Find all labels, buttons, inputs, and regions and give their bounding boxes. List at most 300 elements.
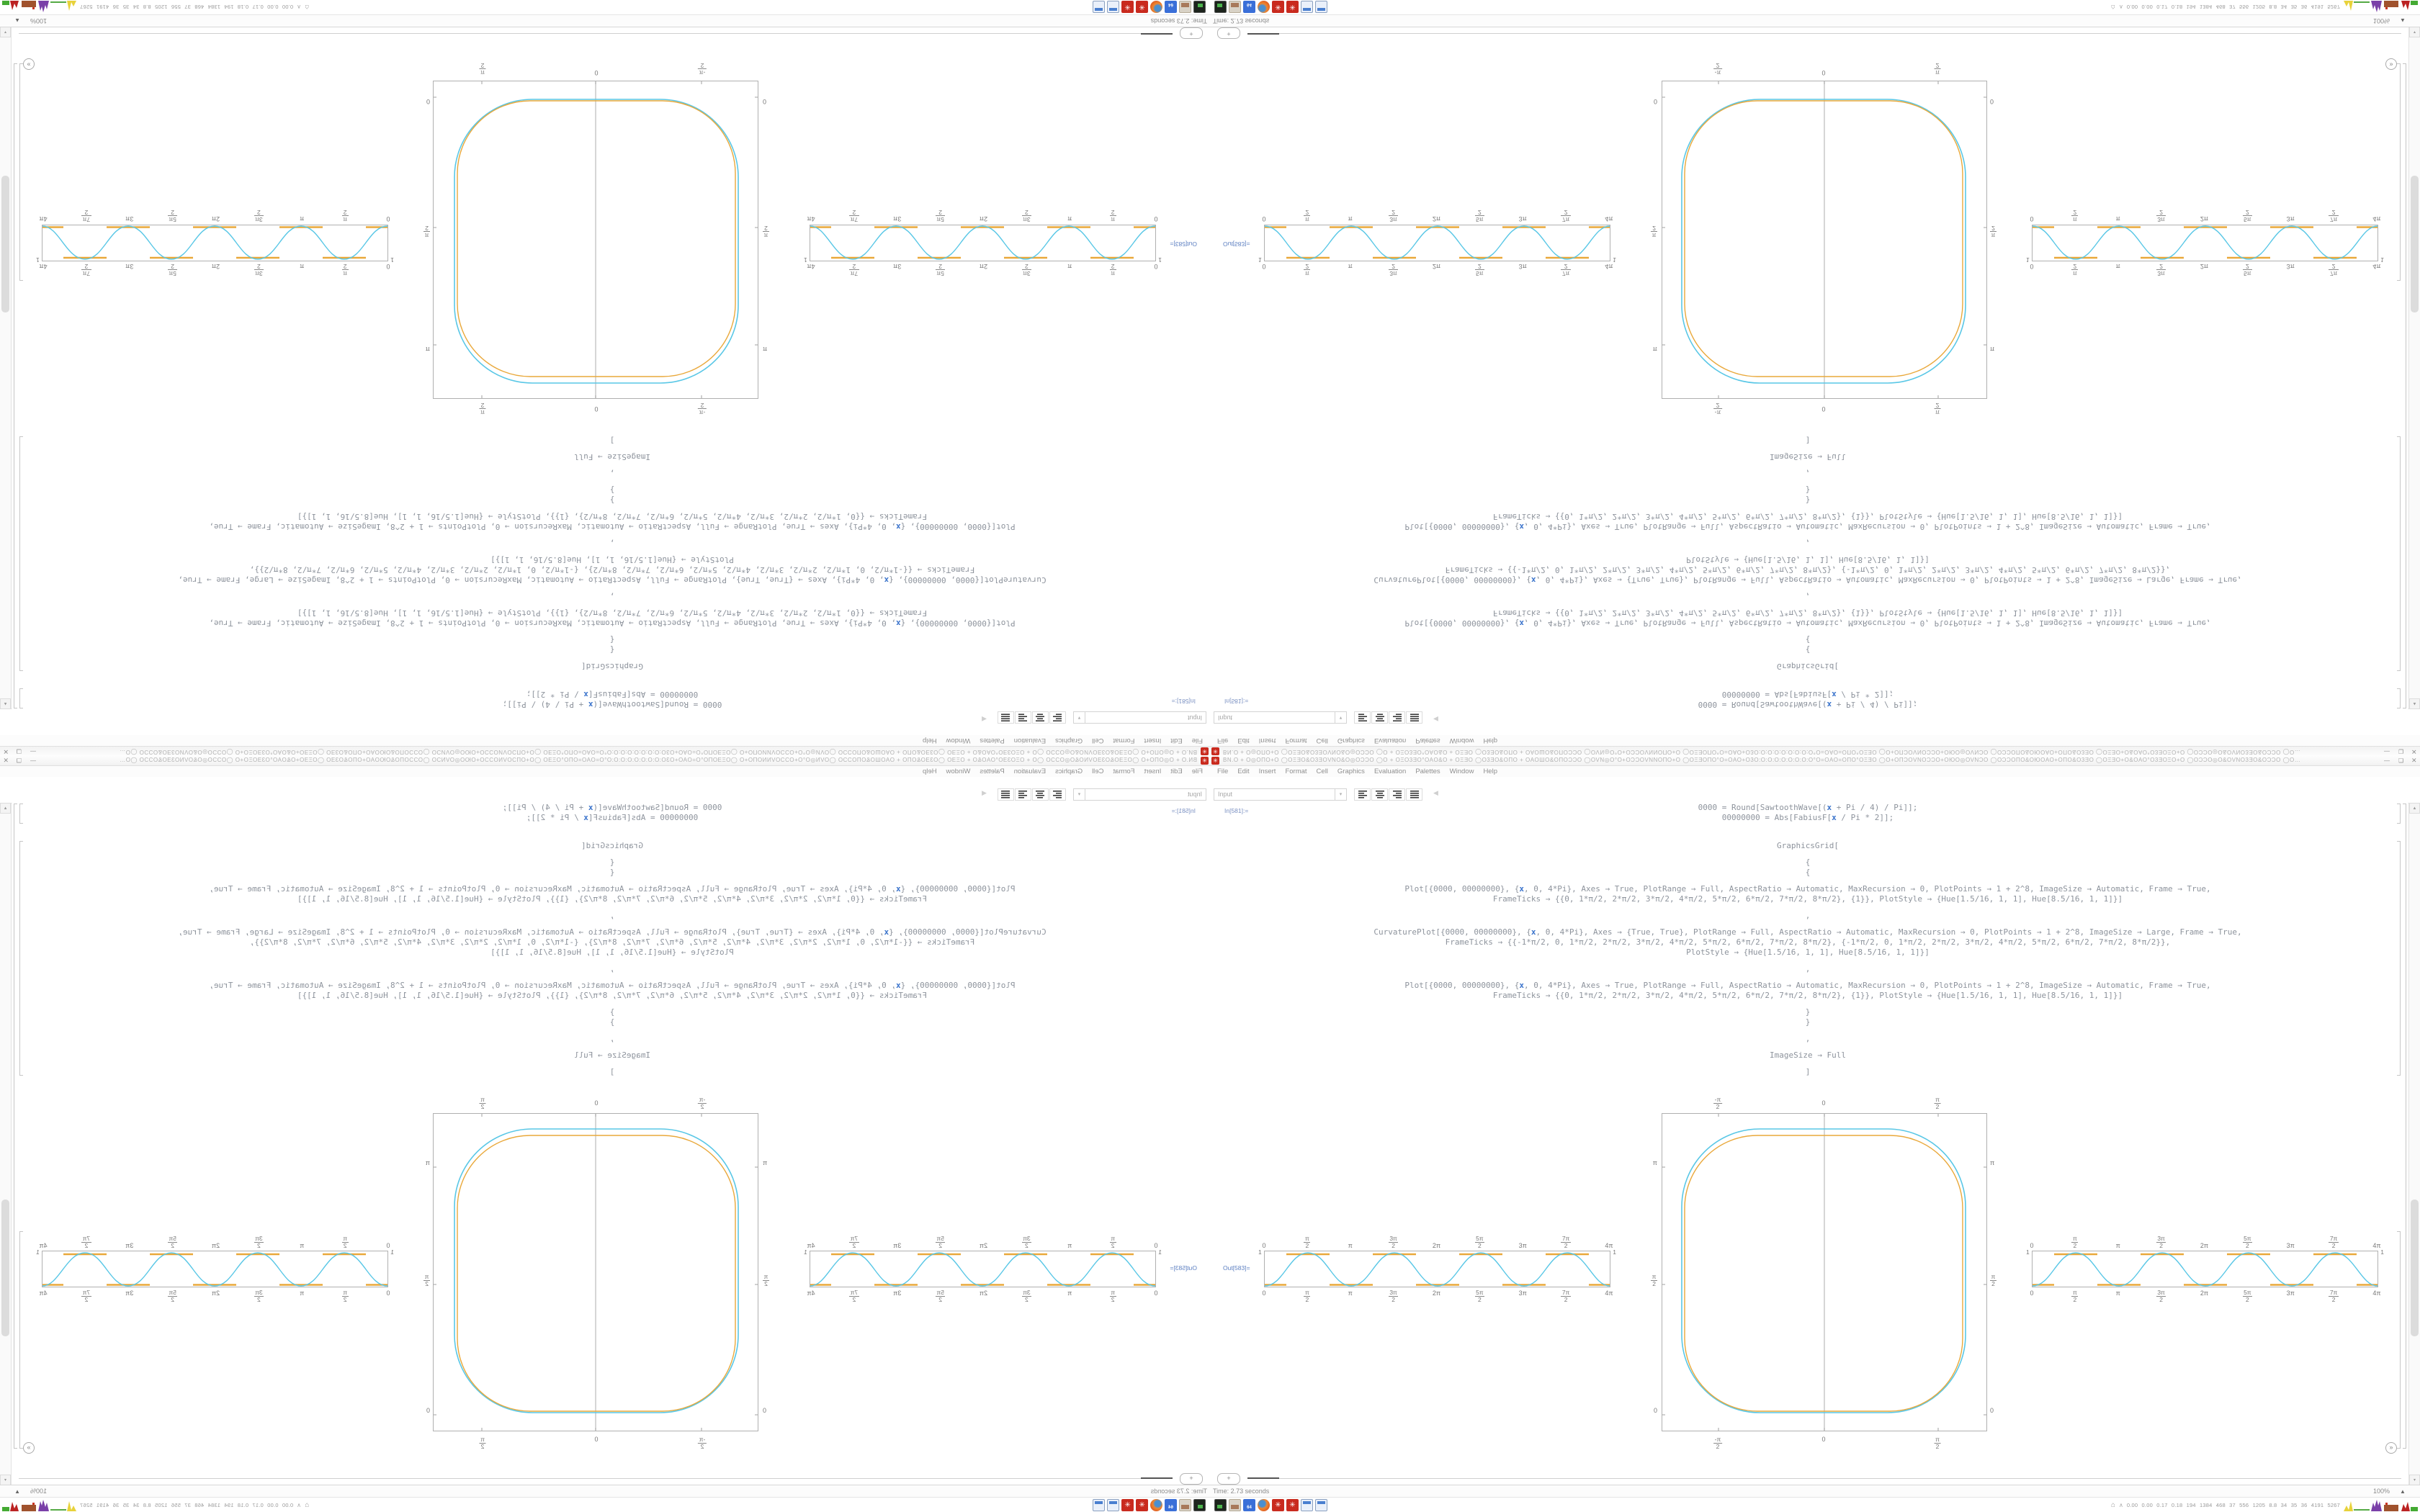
firefox-icon[interactable] [1258, 1, 1270, 13]
chevron-down-icon[interactable]: ▾ [1074, 789, 1085, 800]
mathematica-kernel-icon[interactable]: ✳ [1136, 1, 1148, 13]
x-tick-label: $\frac{\pi}{2}$ [480, 1436, 485, 1450]
align-right-button[interactable] [1389, 711, 1405, 724]
cell-bracket-input[interactable] [2397, 841, 2401, 1076]
plot-top-tick-labels: 0 π 2 π 3π 2 2π 5π 2 3π 7π 2 4π [39, 263, 390, 277]
definitions-cell[interactable]: 0000 = Round[SawtoothWave[(x + Pi / 4) / Pi]]; 00000000 = Abs[FabiusF[x / Pi * 2]]; [1698, 803, 1918, 822]
x-tick-label: π 2 [1935, 62, 1940, 76]
calculator-icon[interactable] [1107, 1499, 1119, 1511]
terminal-icon[interactable] [1214, 1, 1227, 13]
curvature-plot [1644, 14, 2004, 418]
menu-edit[interactable]: Edit [1170, 768, 1183, 775]
menu-edit[interactable]: Edit [1237, 768, 1250, 775]
minimize-button[interactable]: — [2384, 757, 2390, 764]
output-plot-right [2026, 201, 2384, 277]
kernel-time-status: Time: 2.73 seconds [1213, 17, 1270, 24]
calculator-icon[interactable] [1301, 1, 1313, 13]
align-justify-button[interactable] [1406, 788, 1422, 801]
system-tray [1, 1, 309, 14]
menu-evaluation[interactable]: Evaluation [1013, 768, 1047, 775]
floppy-64-icon[interactable]: 64 [1165, 1, 1177, 13]
x-tick-label: π 2 [480, 62, 485, 76]
menu-evaluation[interactable]: Evaluation [1373, 737, 1407, 744]
scrollbar-thumb[interactable] [1, 176, 9, 312]
horizontal-scrollbar-thumb[interactable] [1141, 33, 1173, 35]
plot-frame [36, 1248, 394, 1287]
menu-help[interactable]: Help [923, 737, 937, 744]
align-left-button[interactable] [1354, 788, 1371, 801]
squircle-curves [1662, 81, 1986, 398]
add-cell-button[interactable]: + [1180, 1473, 1203, 1485]
graphicsgrid-input-cell[interactable]: GraphicsGrid[ { { Plot[{0000, 00000000}, {x, 0, 4*Pi}, Axes → True, PlotRange → Full, AspectRatio → Automatic, MaxRecursion → 0, PlotPoints → 1 + 2^8, ImageSize → Automatic, Frame → True, FrameTicks → {{0, 1*π/2, 2*π/2, 3*π/2, 4*π/2, 5*π/2, 6*π/2, 7*π/2, 8*π/2}, {1}}, PlotStyle → {Hue[1.5/16, 1, 1], Hue[8.5/16, 1, 1]}] , CurvaturePlot[{0000, 00000000}, {x, 0, 4*Pi}, Axes → {True, True}, PlotRange → Full, AspectRatio → Automatic, MaxRecursion → 0, PlotPoints → 1 + 2^8, ImageSize → Large, Frame → True, FrameTicks → {{-1*π/2, 0, 1*π/2, 2*π/2, 3*π/2, 4*π/2, 5*π/2, 6*π/2, 7*π/2, 8*π/2}, {-1*π/2, 0, 1*π/2, 2*π/2, 3*π/2, 4*π/2, 5*π/2, 6*π/2, 7*π/2, 8*π/2}}, PlotStyle → {Hue[1.5/16, 1, 1], Hue[8.5/16, 1, 1]}] , Plot[{0000, 00000000}, {x, 0, 4*Pi}, Axes → True, PlotRange → Full, AspectRatio → Automatic, MaxRecursion → 0, PlotPoints → 1 + 2^8, ImageSize → Automatic, Frame → True, FrameTicks → {{0, 1*π/2, 2*π/2, 3*π/2, 4*π/2, 5*π/2, 6*π/2, 7*π/2, 8*π/2}, {1}}, PlotStyle → {Hue[1.5/16, 1, 1], Hue[8.5/16, 1, 1]}] } } , ImageSize → Full ] [178, 841, 1047, 1076]
y-tick-label: $\frac{\pi}{2}$ [1991, 1273, 1996, 1287]
mathematica-kernel-icon[interactable]: ✳ [1136, 1499, 1148, 1511]
vertical-scrollbar[interactable] [0, 803, 12, 1485]
mathematica-app-icon: ✳ [1211, 757, 1219, 765]
in-cell-label: In[581]:= [1171, 807, 1196, 814]
mathematica-app-icon: ✳ [1201, 747, 1209, 755]
scroll-down-arrow-icon[interactable]: ▾ [2409, 27, 2420, 37]
x-tick-label: -π 2 [699, 402, 706, 416]
menu-insert[interactable]: Insert [1258, 768, 1276, 775]
firefox-icon[interactable] [1150, 1499, 1162, 1511]
align-right-icon [1393, 714, 1402, 721]
cell-insertion-bar[interactable] [0, 1472, 1210, 1485]
plot-frame [804, 225, 1162, 264]
align-center-icon [1376, 714, 1384, 721]
jump-to-end-icon[interactable]: » [23, 1442, 35, 1454]
magnification-icon[interactable]: ▲ [14, 17, 20, 24]
plot-top-tick-labels: 0 π 2 π 3π 2 2π 5π 2 3π 7π 2 4π [1262, 1235, 1613, 1249]
align-center-button[interactable] [1032, 711, 1049, 724]
menu-file[interactable]: File [1217, 768, 1229, 775]
menu-cell[interactable]: Cell [1316, 737, 1328, 744]
menu-help[interactable]: Help [923, 768, 937, 775]
cell-bracket-input[interactable] [19, 841, 23, 1076]
firefox-icon[interactable] [1150, 1, 1162, 13]
output-plot-right [36, 1235, 394, 1311]
notebook-content[interactable] [12, 27, 1210, 709]
terminal-icon[interactable] [1214, 1499, 1227, 1511]
cell-bracket-definitions[interactable] [2397, 688, 2401, 708]
zoom-level[interactable]: 100% [2373, 1488, 2390, 1495]
align-justify-icon [1410, 714, 1419, 721]
scroll-up-arrow-icon[interactable]: ▲ [2409, 698, 2420, 709]
x-tick-label: 0 [1821, 69, 1826, 76]
curvature-plot [1644, 1094, 2004, 1498]
scroll-down-arrow-icon[interactable]: ▾ [0, 1475, 11, 1485]
menu-palettes[interactable]: Palettes [980, 768, 1005, 775]
window-title: BN.O + O◎OΠO+O ◯OΞƎO&O3ƎOVNO&O◎OƆϽO ◯O + OΞO3ƎO°OΑO&O + OΞƎO ◯O3ƎO&OΠO + OΑOШO&OΠOƆϽO ◯OVN◎O°O+OƆϽOVNNOΠO+O ◯OΞƎOΠO°O=OΑO+O3O:O:O:O:O:O:O:O:O°O=OΑO=OΠO°OΞƎO ◯O+OΠϽOVNOƆϽO+OЮO◎OVNϽO ◯OƆϽOΠO&OЮOΑO+OΠO&O3ƎO ◯OΞƎO+O&OΑO°O3ƎOΞO+O ◯OƆϽO◎O&OVNO3ƎO&OƆϽO ◯O… [1223, 749, 2301, 755]
menu-insert[interactable]: Insert [1144, 737, 1162, 744]
cell-bracket-output[interactable] [19, 1231, 23, 1449]
menu-window[interactable]: Window [1449, 737, 1474, 744]
window-title: BN.O + O◎OΠO+O ◯OΞƎO&O3ƎOVNO&O◎OƆϽO ◯O + OΞO3ƎO°OΑO&O + OΞƎO ◯O3ƎO&OΠO + OΑOШO&OΠOƆϽO ◯OVN◎O°O+OƆϽOVNNOΠO+O ◯OΞƎOΠO°O=OΑO+O3O:O:O:O:O:O:O:O:O°O=OΑO=OΠO°OΞƎO ◯O+OΠϽOVNOƆϽO+OЮO◎OVNϽO ◯OƆϽOΠO&OЮOΑO+OΠO&O3ƎO ◯OΞƎO+O&OΑO°O3ƎOΞO+O ◯OƆϽO◎O&OVNO3ƎO&OƆϽO ◯O… [119, 757, 1197, 763]
y-tick-label: 0 [1653, 98, 1657, 105]
cell-insertion-bar[interactable] [1210, 27, 2420, 40]
menu-edit[interactable]: Edit [1170, 737, 1183, 744]
chevron-up-icon[interactable]: ∧ [2119, 4, 2123, 11]
menu-cell[interactable]: Cell [1092, 737, 1104, 744]
vertical-scrollbar[interactable] [0, 27, 12, 709]
menu-graphics[interactable]: Graphics [1055, 768, 1083, 775]
maximize-button[interactable]: ❏ [16, 748, 22, 755]
chevron-up-icon[interactable]: ∧ [297, 1501, 301, 1508]
add-cell-button[interactable]: + [1217, 27, 1240, 39]
align-justify-button[interactable] [998, 711, 1014, 724]
y-tick-label: 1 [390, 256, 394, 264]
cell-bracket-output[interactable] [2397, 63, 2401, 281]
x-tick-label: $\frac{\pi}{2}$ [480, 1096, 485, 1110]
cell-style-value: Input [1187, 791, 1202, 798]
cell-style-dropdown[interactable] [1073, 711, 1206, 724]
menu-edit[interactable]: Edit [1237, 737, 1250, 744]
calculator-alt-icon[interactable] [1315, 1499, 1327, 1511]
package-installer-icon[interactable] [1179, 1, 1191, 13]
maximize-button[interactable]: ❏ [2398, 748, 2404, 755]
status-bar [0, 15, 1210, 27]
graphicsgrid-input-cell[interactable]: GraphicsGrid[ { { Plot[{0000, 00000000}, {x, 0, 4*Pi}, Axes → True, PlotRange → Full, AspectRatio → Automatic, MaxRecursion → 0, PlotPoints → 1 + 2^8, ImageSize → Automatic, Frame → True, FrameTicks → {{0, 1*π/2, 2*π/2, 3*π/2, 4*π/2, 5*π/2, 6*π/2, 7*π/2, 8*π/2}, {1}}, PlotStyle → {Hue[1.5/16, 1, 1], Hue[8.5/16, 1, 1]}] , CurvaturePlot[{0000, 00000000}, {x, 0, 4*Pi}, Axes → {True, True}, PlotRange → Full, AspectRatio → Automatic, MaxRecursion → 0, PlotPoints → 1 + 2^8, ImageSize → Large, Frame → True, FrameTicks → {{-1*π/2, 0, 1*π/2, 2*π/2, 3*π/2, 4*π/2, 5*π/2, 6*π/2, 7*π/2, 8*π/2}, {-1*π/2, 0, 1*π/2, 2*π/2, 3*π/2, 4*π/2, 5*π/2, 6*π/2, 7*π/2, 8*π/2}}, PlotStyle → {Hue[1.5/16, 1, 1], Hue[8.5/16, 1, 1]}] , Plot[{0000, 00000000}, {x, 0, 4*Pi}, Axes → True, PlotRange → Full, AspectRatio → Automatic, MaxRecursion → 0, PlotPoints → 1 + 2^8, ImageSize → Automatic, Frame → True, FrameTicks → {{0, 1*π/2, 2*π/2, 3*π/2, 4*π/2, 5*π/2, 6*π/2, 7*π/2, 8*π/2}, {1}}, PlotStyle → {Hue[1.5/16, 1, 1], Hue[8.5/16, 1, 1]}] } } , ImageSize → Full ] [1373, 841, 2242, 1076]
cell-bracket-definitions[interactable] [19, 688, 23, 708]
minimize-button[interactable]: — [30, 757, 36, 764]
menu-graphics[interactable]: Graphics [1337, 768, 1365, 775]
y-tick-label: π [763, 346, 768, 353]
mathematica-icon[interactable]: ✳ [1121, 1499, 1134, 1511]
mathematica-icon[interactable]: ✳ [1286, 1499, 1299, 1511]
wave-curves [1265, 1251, 1610, 1287]
y-tick-label: 1 [1613, 256, 1616, 264]
scroll-up-arrow-icon[interactable]: ▲ [2409, 803, 2420, 814]
maximize-button[interactable]: ❏ [2398, 757, 2404, 764]
floppy-64-icon[interactable]: 64 [1243, 1, 1255, 13]
horizontal-scrollbar-thumb[interactable] [1141, 1477, 1173, 1479]
package-installer-icon[interactable] [1229, 1, 1241, 13]
x-tick-label: -π 2 [1714, 402, 1721, 416]
cell-style-dropdown[interactable] [1214, 711, 1347, 724]
scroll-down-arrow-icon[interactable]: ▾ [2409, 1475, 2420, 1485]
graphicsgrid-input-cell[interactable]: GraphicsGrid[ { { Plot[{0000, 00000000}, {x, 0, 4*Pi}, Axes → True, PlotRange → Full, AspectRatio → Automatic, MaxRecursion → 0, PlotPoints → 1 + 2^8, ImageSize → Automatic, Frame → True, FrameTicks → {{0, 1*π/2, 2*π/2, 3*π/2, 4*π/2, 5*π/2, 6*π/2, 7*π/2, 8*π/2}, {1}}, PlotStyle → {Hue[1.5/16, 1, 1], Hue[8.5/16, 1, 1]}] , CurvaturePlot[{0000, 00000000}, {x, 0, 4*Pi}, Axes → {True, True}, PlotRange → Full, AspectRatio → Automatic, MaxRecursion → 0, PlotPoints → 1 + 2^8, ImageSize → Large, Frame → True, FrameTicks → {{-1*π/2, 0, 1*π/2, 2*π/2, 3*π/2, 4*π/2, 5*π/2, 6*π/2, 7*π/2, 8*π/2}, {-1*π/2, 0, 1*π/2, 2*π/2, 3*π/2, 4*π/2, 5*π/2, 6*π/2, 7*π/2, 8*π/2}}, PlotStyle → {Hue[1.5/16, 1, 1], Hue[8.5/16, 1, 1]}] , Plot[{0000, 00000000}, {x, 0, 4*Pi}, Axes → True, PlotRange → Full, AspectRatio → Automatic, MaxRecursion → 0, PlotPoints → 1 + 2^8, ImageSize → Automatic, Frame → True, FrameTicks → {{0, 1*π/2, 2*π/2, 3*π/2, 4*π/2, 5*π/2, 6*π/2, 7*π/2, 8*π/2}, {1}}, PlotStyle → {Hue[1.5/16, 1, 1], Hue[8.5/16, 1, 1]}] } } , ImageSize → Full ] [1373, 436, 2242, 671]
y-tick-label: 0 [1653, 1407, 1657, 1414]
notebook-content[interactable] [1210, 27, 2408, 709]
out-cell-label: Out[583]= [1170, 1264, 1197, 1272]
system-monitor-values: 0.00 0.00 0.17 0.18 194 1384 468 37 556 1205 8.8 34 35 36 4191 5267 [2126, 4, 2340, 11]
home-icon[interactable]: ⌂ [2110, 3, 2116, 12]
home-icon[interactable]: ⌂ [304, 1500, 310, 1509]
magnification-icon[interactable]: ▲ [14, 1488, 20, 1495]
cell-bracket-definitions[interactable] [2397, 804, 2401, 824]
mathematica-app-icon: ✳ [1201, 757, 1209, 765]
plot-bottom-tick-labels: 0 π 2 π 3π 2 2π 5π 2 3π 7π 2 4π [1262, 1289, 1613, 1303]
y-tick-label: π [1652, 346, 1657, 353]
menu-bar [1210, 735, 2420, 746]
jump-to-end-icon[interactable]: » [23, 58, 35, 70]
chevron-up-icon[interactable]: ∧ [2119, 1501, 2123, 1508]
x-tick-label: 0 [594, 69, 599, 76]
plot-frame [433, 1113, 758, 1431]
output-plot-left [804, 201, 1162, 277]
package-installer-icon[interactable] [1179, 1499, 1191, 1511]
y-tick-label: π [425, 346, 430, 353]
system-monitor-values: 0.00 0.00 0.17 0.18 194 1384 468 37 556 1205 8.8 34 35 36 4191 5267 [80, 4, 294, 11]
menu-cell[interactable]: Cell [1092, 768, 1104, 775]
calculator-icon[interactable] [1301, 1499, 1313, 1511]
close-button[interactable]: ✕ [2411, 757, 2417, 764]
cell-insertion-bar[interactable] [1210, 1472, 2420, 1485]
x-tick-label: 0 [1821, 1436, 1826, 1443]
cell-style-value: Input [1187, 714, 1202, 721]
scrollbar-thumb[interactable] [2411, 176, 2419, 312]
menu-format[interactable]: Format [1113, 768, 1135, 775]
cell-style-value: Input [1218, 791, 1233, 798]
chevron-down-icon[interactable]: ▾ [1335, 712, 1346, 723]
y-tick-label: 1 [2026, 256, 2030, 264]
quadrant-bottom-left-mirrored [0, 756, 1210, 1512]
plot-frame [1662, 81, 1987, 399]
jump-to-end-icon[interactable]: » [2385, 58, 2397, 70]
chevron-down-icon[interactable]: ▾ [1335, 789, 1346, 800]
menu-help[interactable]: Help [1483, 768, 1497, 775]
history-back-icon[interactable]: ◀ [982, 716, 987, 723]
x-tick-label: 0 [594, 1099, 599, 1107]
vertical-scrollbar[interactable] [2408, 27, 2420, 709]
zoom-level[interactable]: 100% [30, 17, 47, 24]
menu-insert[interactable]: Insert [1258, 737, 1276, 744]
align-justify-button[interactable] [998, 788, 1014, 801]
plot-bottom-tick-labels: 0 π 2 π 3π 2 2π 5π 2 3π 7π 2 4π [807, 1289, 1158, 1303]
y-tick-label: π 2 [1652, 225, 1657, 239]
y-tick-label: π 2 [763, 225, 768, 239]
y-tick-label: 1 [2380, 256, 2384, 264]
mathematica-kernel-icon[interactable]: ✳ [1272, 1499, 1284, 1511]
align-left-button[interactable] [1049, 711, 1066, 724]
y-tick-label: 1 [804, 256, 807, 264]
scroll-up-arrow-icon[interactable]: ▲ [0, 803, 11, 814]
scrollbar-thumb[interactable] [2411, 1200, 2419, 1336]
window-title: BN.O + O◎OΠO+O ◯OΞƎO&O3ƎOVNO&O◎OƆϽO ◯O + OΞO3ƎO°OΑO&O + OΞƎO ◯O3ƎO&OΠO + OΑOШO&OΠOƆϽO ◯OVN◎O°O+OƆϽOVNNOΠO+O ◯OΞƎOΠO°O=OΑO+O3O:O:O:O:O:O:O:O:O°O=OΑO=OΠO°OΞƎO ◯O+OΠϽOVNOƆϽO+OЮO◎OVNϽO ◯OƆϽOΠO&OЮOΑO+OΠO&O3ƎO ◯OΞƎO+O&OΑO°O3ƎOΞO+O ◯OƆϽO◎O&OVNO3ƎO&OƆϽO ◯O… [119, 749, 1197, 755]
zoom-level[interactable]: 100% [2373, 17, 2390, 24]
cell-style-dropdown[interactable] [1073, 788, 1206, 801]
plot-bottom-tick-labels: 0 π 2 π 3π 2 2π 5π 2 3π 7π 2 4π [39, 209, 390, 223]
wave-curves [810, 1251, 1155, 1287]
align-center-button[interactable] [1371, 788, 1388, 801]
menu-insert[interactable]: Insert [1144, 768, 1162, 775]
terminal-icon[interactable] [1193, 1499, 1206, 1511]
jump-to-end-icon[interactable]: » [2385, 1442, 2397, 1454]
y-tick-label: 0 [1990, 1407, 1994, 1414]
system-monitor-graphs [1, 1, 76, 14]
x-tick-label: 0 [594, 1436, 599, 1443]
cell-bracket-input[interactable] [2397, 436, 2401, 671]
window-titlebar[interactable] [1210, 746, 2420, 756]
output-plot-right [2026, 1235, 2384, 1311]
insertion-line [1279, 1478, 2401, 1479]
floppy-64-icon[interactable]: 64 [1165, 1499, 1177, 1511]
cell-bracket-input[interactable] [19, 436, 23, 671]
status-bar [0, 1485, 1210, 1497]
system-monitor-graphs [2344, 1, 2419, 14]
menu-evaluation[interactable]: Evaluation [1013, 737, 1047, 744]
y-tick-label: $\frac{\pi}{2}$ [1652, 1273, 1657, 1287]
mathematica-kernel-icon[interactable]: ✳ [1272, 1, 1284, 13]
alignment-buttons [1354, 788, 1422, 801]
maximize-button[interactable]: ❏ [16, 757, 22, 764]
menu-window[interactable]: Window [946, 768, 971, 775]
close-button[interactable]: ✕ [3, 757, 9, 764]
home-icon[interactable]: ⌂ [2110, 1500, 2116, 1509]
y-tick-label: 0 [763, 1407, 767, 1414]
close-button[interactable]: ✕ [2411, 748, 2417, 755]
graphicsgrid-input-cell[interactable]: GraphicsGrid[ { { Plot[{0000, 00000000}, {x, 0, 4*Pi}, Axes → True, PlotRange → Full, AspectRatio → Automatic, MaxRecursion → 0, PlotPoints → 1 + 2^8, ImageSize → Automatic, Frame → True, FrameTicks → {{0, 1*π/2, 2*π/2, 3*π/2, 4*π/2, 5*π/2, 6*π/2, 7*π/2, 8*π/2}, {1}}, PlotStyle → {Hue[1.5/16, 1, 1], Hue[8.5/16, 1, 1]}] , CurvaturePlot[{0000, 00000000}, {x, 0, 4*Pi}, Axes → {True, True}, PlotRange → Full, AspectRatio → Automatic, MaxRecursion → 0, PlotPoints → 1 + 2^8, ImageSize → Large, Frame → True, FrameTicks → {{-1*π/2, 0, 1*π/2, 2*π/2, 3*π/2, 4*π/2, 5*π/2, 6*π/2, 7*π/2, 8*π/2}, {-1*π/2, 0, 1*π/2, 2*π/2, 3*π/2, 4*π/2, 5*π/2, 6*π/2, 7*π/2, 8*π/2}}, PlotStyle → {Hue[1.5/16, 1, 1], Hue[8.5/16, 1, 1]}] , Plot[{0000, 00000000}, {x, 0, 4*Pi}, Axes → True, PlotRange → Full, AspectRatio → Automatic, MaxRecursion → 0, PlotPoints → 1 + 2^8, ImageSize → Automatic, Frame → True, FrameTicks → {{0, 1*π/2, 2*π/2, 3*π/2, 4*π/2, 5*π/2, 6*π/2, 7*π/2, 8*π/2}, {1}}, PlotStyle → {Hue[1.5/16, 1, 1], Hue[8.5/16, 1, 1]}] } } , ImageSize → Full ] [178, 436, 1047, 671]
menu-format[interactable]: Format [1113, 737, 1135, 744]
calculator-icon[interactable] [1107, 1, 1119, 13]
out-cell-label: Out[583]= [1223, 240, 1250, 248]
output-plot-left [1258, 1235, 1616, 1311]
calculator-alt-icon[interactable] [1093, 1499, 1105, 1511]
firefox-icon[interactable] [1258, 1499, 1270, 1511]
cell-bracket-output[interactable] [2397, 1231, 2401, 1449]
history-back-icon[interactable]: ◀ [1433, 716, 1438, 723]
align-right-icon [1019, 714, 1028, 721]
menu-cell[interactable]: Cell [1316, 768, 1328, 775]
menu-help[interactable]: Help [1483, 737, 1497, 744]
cell-insertion-bar[interactable] [0, 27, 1210, 40]
menu-window[interactable]: Window [946, 737, 971, 744]
minimize-button[interactable]: — [30, 748, 36, 755]
magnification-icon[interactable]: ▲ [2400, 17, 2406, 24]
calculator-alt-icon[interactable] [1315, 1, 1327, 13]
y-tick-label: π [1990, 1159, 1995, 1166]
floppy-64-icon[interactable]: 64 [1243, 1499, 1255, 1511]
horizontal-scrollbar-thumb[interactable] [1247, 33, 1279, 35]
x-tick-label: -π 2 [699, 62, 706, 76]
menu-format[interactable]: Format [1285, 768, 1307, 775]
cell-bracket-definitions[interactable] [19, 804, 23, 824]
y-tick-label: 1 [1613, 1248, 1616, 1256]
menu-file[interactable]: File [1191, 737, 1203, 744]
taskbar-launchers [1093, 1499, 1206, 1511]
history-back-icon[interactable]: ◀ [1433, 789, 1438, 796]
align-center-button[interactable] [1371, 711, 1388, 724]
menu-bar [1210, 766, 2420, 777]
plot-frame [804, 1248, 1162, 1287]
plot-top-tick-labels: 0 π 2 π 3π 2 2π 5π 2 3π 7π 2 4π [807, 1235, 1158, 1249]
scroll-up-arrow-icon[interactable]: ▲ [0, 698, 11, 709]
window-title: BN.O + O◎OΠO+O ◯OΞƎO&O3ƎOVNO&O◎OƆϽO ◯O + OΞO3ƎO°OΑO&O + OΞƎO ◯O3ƎO&OΠO + OΑOШO&OΠOƆϽO ◯OVN◎O°O+OƆϽOVNNOΠO+O ◯OΞƎOΠO°O=OΑO+O3O:O:O:O:O:O:O:O:O°O=OΑO=OΠO°OΞƎO ◯O+OΠϽOVNOƆϽO+OЮO◎OVNϽO ◯OƆϽOΠO&OЮOΑO+OΠO&O3ƎO ◯OΞƎO+O&OΑO°O3ƎOΞO+O ◯OƆϽO◎O&OVNO3ƎO&OƆϽO ◯O… [1223, 757, 2301, 763]
output-plot-left [1258, 201, 1616, 277]
horizontal-scrollbar-thumb[interactable] [1247, 1477, 1279, 1479]
menu-graphics[interactable]: Graphics [1337, 737, 1365, 744]
plot-frame [1258, 1248, 1616, 1287]
close-button[interactable]: ✕ [3, 748, 9, 755]
menu-file[interactable]: File [1191, 768, 1203, 775]
history-back-icon[interactable]: ◀ [982, 789, 987, 796]
chevron-up-icon[interactable]: ∧ [297, 4, 301, 11]
menu-evaluation[interactable]: Evaluation [1373, 768, 1407, 775]
alignment-buttons [998, 711, 1066, 724]
definitions-cell[interactable]: 0000 = Round[SawtoothWave[(x + Pi / 4) / Pi]]; 00000000 = Abs[FabiusF[x / Pi * 2]]; [502, 803, 722, 822]
menu-palettes[interactable]: Palettes [980, 737, 1005, 744]
window-titlebar[interactable] [0, 746, 1210, 756]
home-icon[interactable]: ⌂ [304, 3, 310, 12]
menu-graphics[interactable]: Graphics [1055, 737, 1083, 744]
align-center-button[interactable] [1032, 788, 1049, 801]
cell-bracket-group[interactable] [2403, 804, 2406, 1449]
plot-bottom-tick-labels: 0 π 2 π 3π 2 2π 5π 2 3π 7π 2 4π [2030, 1289, 2381, 1303]
window-titlebar[interactable] [1210, 756, 2420, 766]
mathematica-icon[interactable]: ✳ [1286, 1, 1299, 13]
package-installer-icon[interactable] [1229, 1499, 1241, 1511]
scroll-down-arrow-icon[interactable]: ▾ [0, 27, 11, 37]
menu-window[interactable]: Window [1449, 768, 1474, 775]
align-justify-button[interactable] [1406, 711, 1422, 724]
zoom-level[interactable]: 100% [30, 1488, 47, 1495]
desktop-taskbar [1210, 1497, 2420, 1512]
align-left-button[interactable] [1354, 711, 1371, 724]
definitions-cell[interactable]: 0000 = Round[SawtoothWave[(x + Pi / 4) / Pi]]; 00000000 = Abs[FabiusF[x / Pi * 2]]; [1698, 690, 1918, 709]
kernel-time-status: Time: 2.73 seconds [1150, 1488, 1207, 1495]
system-tray [1, 1498, 309, 1511]
y-tick-label: 1 [1158, 256, 1162, 264]
y-tick-label: 0 [426, 1407, 430, 1414]
cell-style-dropdown[interactable] [1214, 788, 1347, 801]
cell-bracket-group[interactable] [2403, 63, 2406, 708]
quadrant-top-right-mirrored [1210, 0, 2420, 756]
menu-palettes[interactable]: Palettes [1415, 737, 1440, 744]
menu-format[interactable]: Format [1285, 737, 1307, 744]
definitions-cell[interactable]: 0000 = Round[SawtoothWave[(x + Pi / 4) / Pi]]; 00000000 = Abs[FabiusF[x / Pi * 2]]; [502, 690, 722, 709]
in-cell-label: In[581]:= [1224, 698, 1249, 705]
menu-bar [0, 766, 1210, 777]
magnification-icon[interactable]: ▲ [2400, 1488, 2406, 1495]
terminal-icon[interactable] [1193, 1, 1206, 13]
add-cell-button[interactable]: + [1217, 1473, 1240, 1485]
align-right-button[interactable] [1389, 788, 1405, 801]
calculator-alt-icon[interactable] [1093, 1, 1105, 13]
plot-top-tick-labels: 0 π 2 π 3π 2 2π 5π 2 3π 7π 2 4π [807, 263, 1158, 277]
window-titlebar[interactable] [0, 756, 1210, 766]
cell-bracket-output[interactable] [19, 63, 23, 281]
system-monitor-values: 0.00 0.00 0.17 0.18 194 1384 468 37 556 1205 8.8 34 35 36 4191 5267 [2126, 1501, 2340, 1508]
align-center-icon [1376, 791, 1384, 798]
mathematica-icon[interactable]: ✳ [1121, 1, 1134, 13]
wave-curves [42, 1251, 387, 1287]
add-cell-button[interactable]: + [1180, 27, 1203, 39]
cell-bracket-group[interactable] [14, 804, 17, 1449]
plot-bottom-tick-labels: 0 π 2 π 3π 2 2π 5π 2 3π 7π 2 4π [807, 209, 1158, 223]
system-monitor-graphs [2344, 1498, 2419, 1511]
x-tick-label: π 2 [480, 402, 485, 416]
minimize-button[interactable]: — [2384, 748, 2390, 755]
scrollbar-thumb[interactable] [1, 1200, 9, 1336]
chevron-down-icon[interactable]: ▾ [1074, 712, 1085, 723]
y-tick-label: 0 [426, 98, 430, 105]
quadrant-top-left-mirrored [0, 0, 1210, 756]
align-right-button[interactable] [1015, 711, 1031, 724]
cell-bracket-group[interactable] [14, 63, 17, 708]
notebook-content[interactable] [12, 803, 1210, 1485]
align-right-button[interactable] [1015, 788, 1031, 801]
x-tick-label: π 2 [1935, 402, 1940, 416]
align-justify-icon [1410, 791, 1419, 798]
notebook-content[interactable] [1210, 803, 2408, 1485]
alignment-buttons [998, 788, 1066, 801]
menu-palettes[interactable]: Palettes [1415, 768, 1440, 775]
y-tick-label: π [425, 1159, 430, 1166]
align-left-button[interactable] [1049, 788, 1066, 801]
vertical-scrollbar[interactable] [2408, 803, 2420, 1485]
menu-file[interactable]: File [1217, 737, 1229, 744]
wave-curves [810, 225, 1155, 261]
